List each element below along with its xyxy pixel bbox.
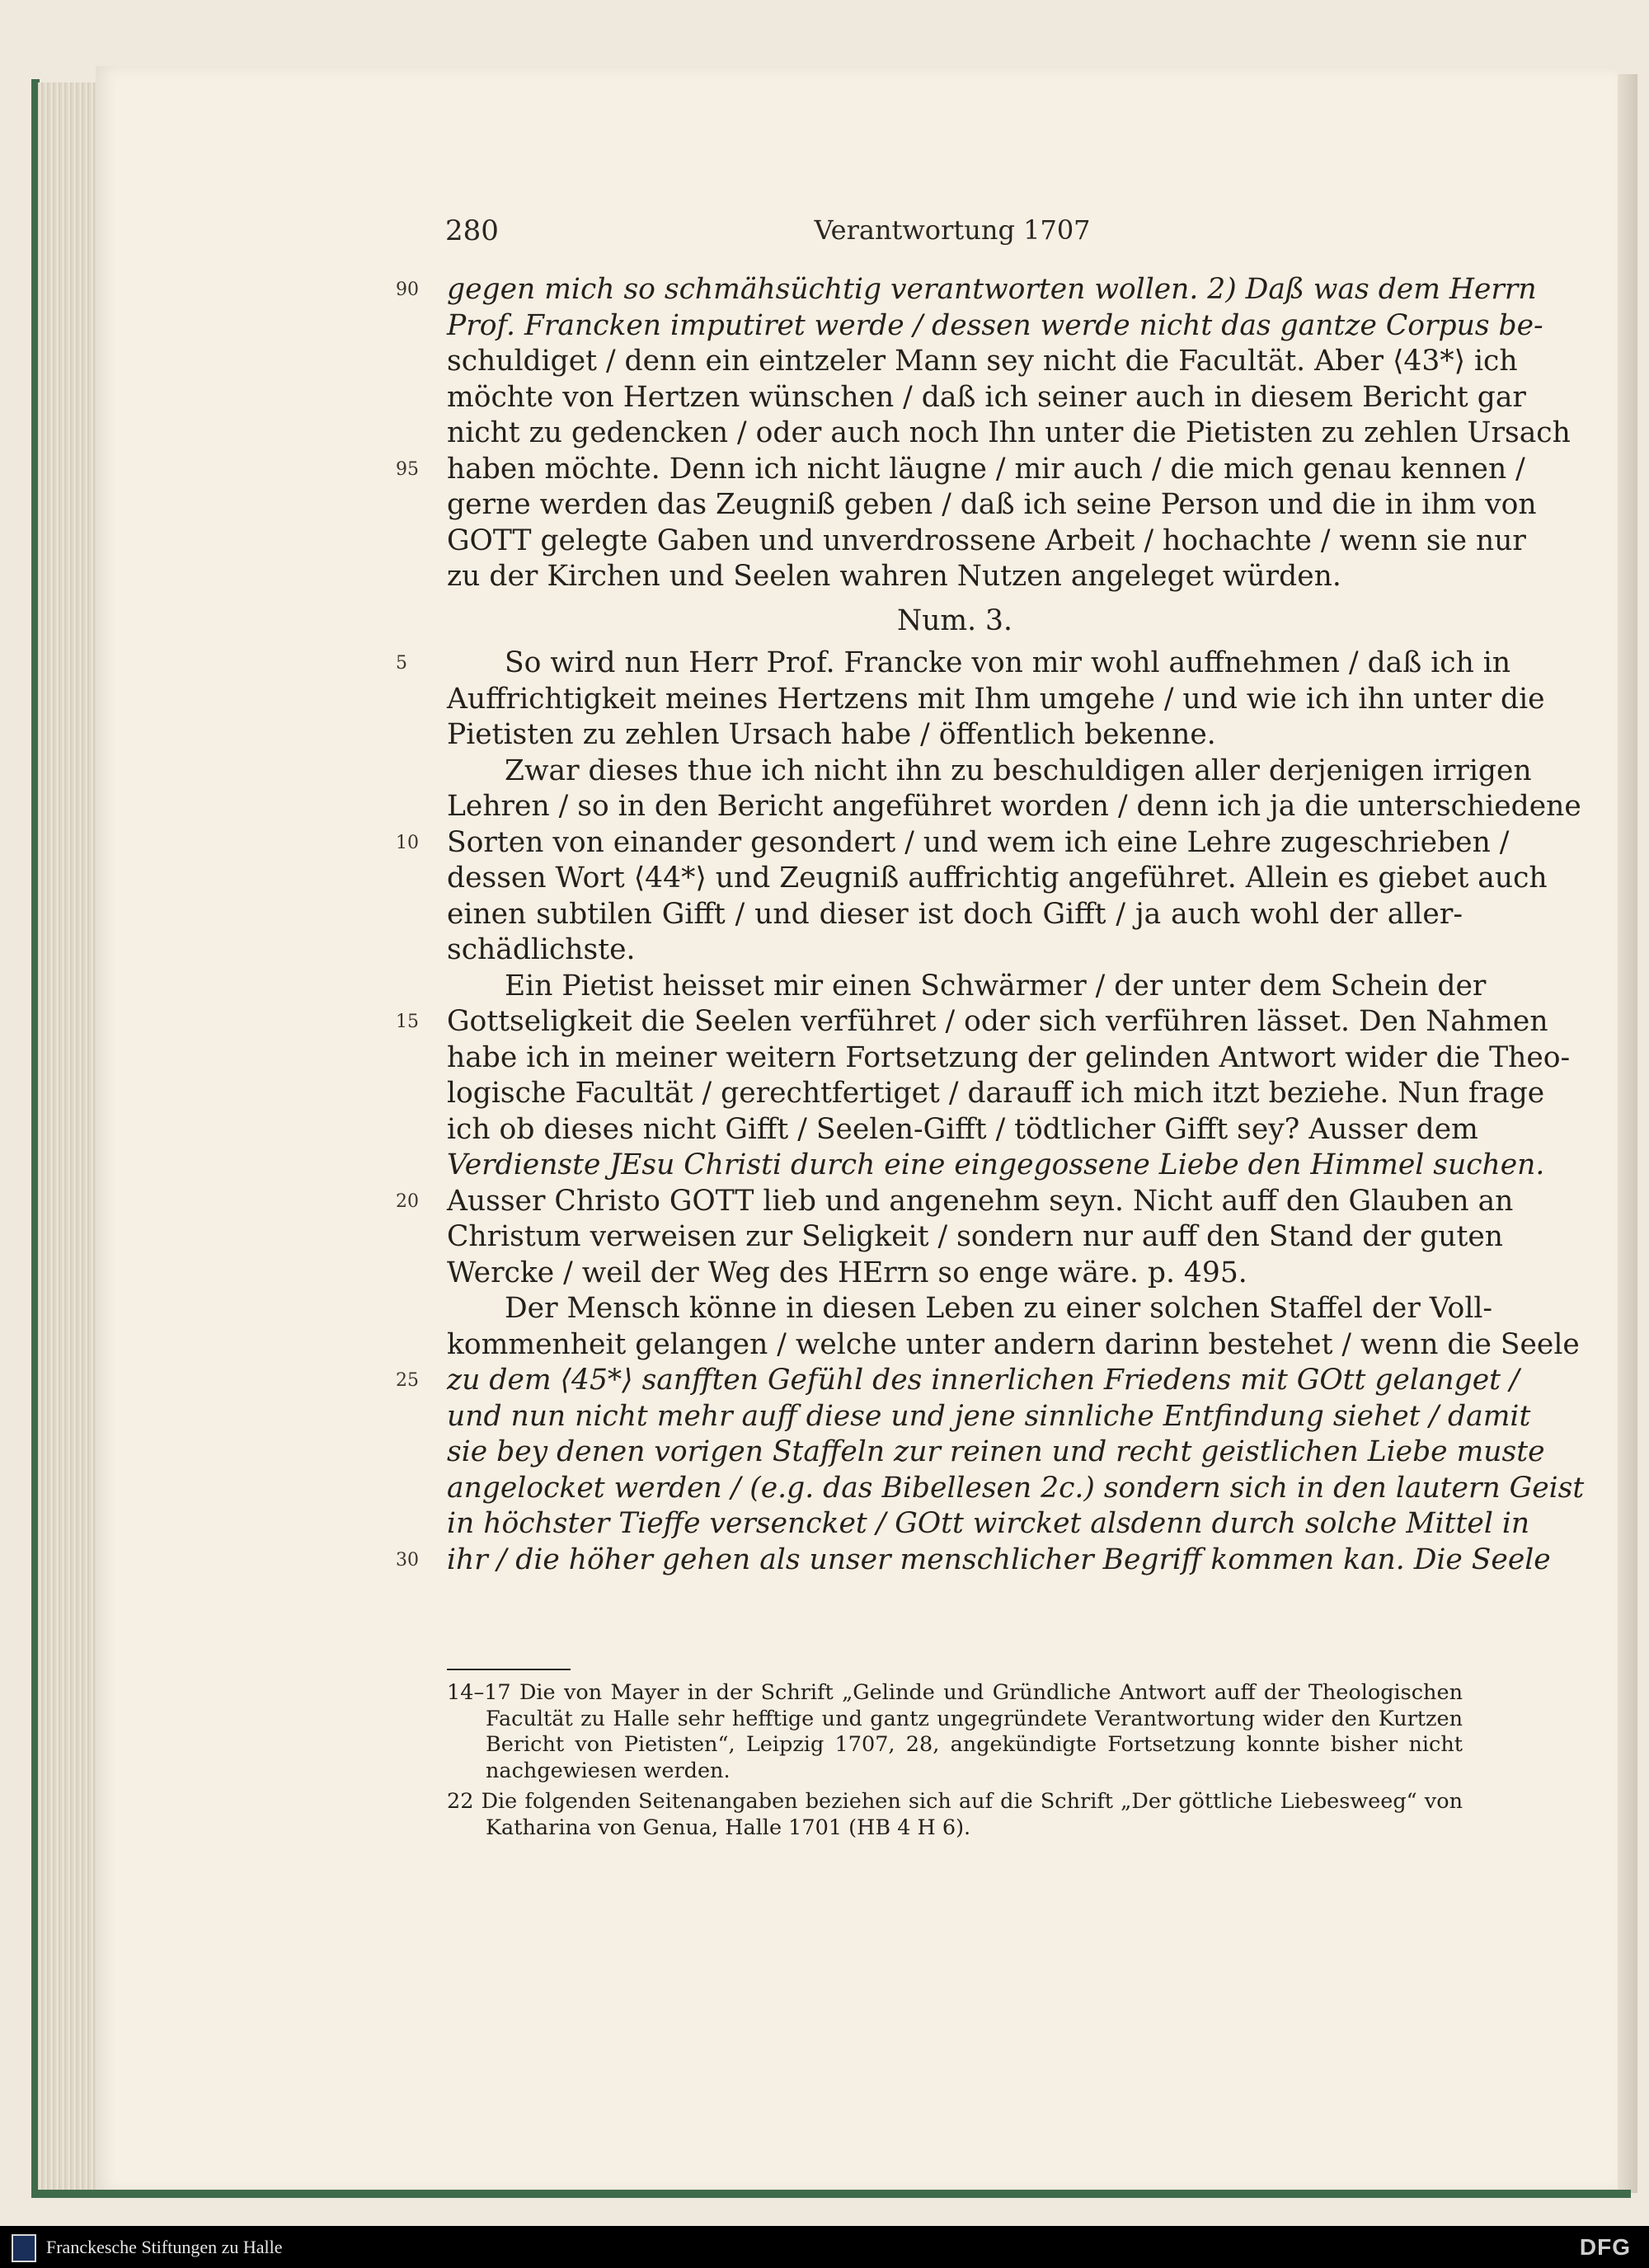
line-number: 25 bbox=[396, 1370, 419, 1391]
text-line: 5 So wird nun Herr Prof. Francke von mir wohl auffnehmen / daß ich in bbox=[447, 646, 1463, 682]
footnotes bbox=[447, 1680, 1463, 1841]
text-line: einen subtilen Gifft / und dieser ist doch Gifft / ja auch wohl der aller- bbox=[447, 897, 1463, 931]
text-line: habe ich in meiner weitern Fortsetzung der gelinden Antwort wider die Theo- bbox=[447, 1040, 1571, 1074]
text-line: 95 haben möchte. Denn ich nicht läugne / mir auch / die mich genau kennen / bbox=[447, 452, 1463, 488]
dfg-logo[interactable]: DFG bbox=[1579, 2234, 1631, 2260]
text-line: 90 gegen mich so schmähsüchtig verantworten wollen. 2) Daß was dem Herrn bbox=[447, 272, 1463, 308]
text-line: Der Mensch könne in diesen Leben zu einer solchen Staffel der Voll- bbox=[505, 1292, 1493, 1325]
text-line: schuldiget / denn ein eintzeler Mann sey nicht die Facultät. Aber ⟨43*⟩ ich bbox=[447, 345, 1518, 378]
text-line: Prof. Francken imputiret werde / dessen werde nicht das gantze Corpus be- bbox=[447, 308, 1543, 342]
line-number: 15 bbox=[396, 1012, 419, 1032]
line-number: 20 bbox=[396, 1190, 419, 1212]
text-line: 10 Sorten von einander gesondert / und wem ich eine Lehre zugeschrieben / bbox=[447, 825, 1463, 862]
text-line: sie bey denen vorigen Staffeln zur reinen und recht geistlichen Liebe muste bbox=[447, 1435, 1545, 1468]
main-text bbox=[396, 272, 1585, 1578]
footnote-line: 22 Die folgenden Seitenangaben beziehen sich auf die Schrift „Der göttliche Liebesweeg“ von bbox=[447, 1789, 1463, 1814]
francke-foundation-logo-icon[interactable] bbox=[12, 2234, 36, 2262]
footnote-rule bbox=[447, 1669, 571, 1670]
book-cover-bottom-edge bbox=[31, 2190, 1631, 2198]
institution-label[interactable]: Franckesche Stiftungen zu Halle bbox=[46, 2237, 283, 2257]
text-line: logische Facultät / gerechtfertiget / darauff ich mich itzt beziehe. Nun frage bbox=[447, 1077, 1545, 1110]
running-head bbox=[445, 214, 1459, 247]
text-line: angelocket werden / (e.g. das Bibellesen 2c.) sondern sich in den lautern Geist bbox=[447, 1471, 1585, 1505]
footnote-line: 14–17 Die von Mayer in der Schrift „Gelinde und Gründliche Antwort auff der Theologischen bbox=[447, 1680, 1463, 1705]
text-line: Ein Pietist heisset mir einen Schwärmer / der unter dem Schein der bbox=[505, 969, 1487, 1003]
page-gutter bbox=[1618, 74, 1637, 2193]
footnote-line: nachgewiesen werden. bbox=[486, 1758, 731, 1783]
line-number: 95 bbox=[396, 458, 419, 480]
footnote-line: Facultät zu Halle sehr hefftige und gantz ungegründete Verantwortung wider den Kurtzen bbox=[486, 1706, 1463, 1731]
text-line: 20 Ausser Christo GOTT lieb und angenehm seyn. Nicht auff den Glauben an bbox=[447, 1184, 1463, 1220]
footnote-line: Bericht von Pietisten“, Leipzig 1707, 28, angekündigte Fortsetzung konnte bisher nicht bbox=[486, 1732, 1463, 1757]
text-line: gerne werden das Zeugniß geben / daß ich seine Person und die in ihm von bbox=[447, 488, 1537, 521]
text-line: Auffrichtigkeit meines Hertzens mit Ihm umgehe / und wie ich ihn unter die bbox=[447, 682, 1545, 716]
text-line: Lehren / so in den Bericht angeführet worden / denn ich ja die unterschiedene bbox=[447, 790, 1581, 823]
text-line: zu der Kirchen und Seelen wahren Nutzen angeleget würden. bbox=[447, 560, 1341, 593]
text-line: Wercke / weil der Weg des HErrn so enge wäre. p. 495. bbox=[447, 1256, 1247, 1289]
text-line: Pietisten zu zehlen Ursach habe / öffentlich bekenne. bbox=[447, 718, 1216, 751]
footnote-line: Katharina von Genua, Halle 1701 (HB 4 H 6). bbox=[486, 1815, 971, 1840]
line-number: 10 bbox=[396, 832, 419, 853]
page-number: 280 bbox=[445, 214, 499, 247]
section-heading: Num. 3. bbox=[897, 603, 1012, 637]
running-title: Verantwortung 1707 bbox=[814, 214, 1091, 246]
line-number: 5 bbox=[396, 653, 407, 674]
text-line: Christum verweisen zur Seligkeit / sondern nur auff den Stand der guten bbox=[447, 1220, 1503, 1253]
text-line: nicht zu gedencken / oder auch noch Ihn unter die Pietisten zu zehlen Ursach bbox=[447, 416, 1571, 449]
text-line: GOTT gelegte Gaben und unverdrossene Arbeit / hochachte / wenn sie nur bbox=[447, 524, 1526, 557]
text-line: und nun nicht mehr auff diese und jene sinnliche Entfindung siehet / damit bbox=[447, 1399, 1531, 1433]
text-line: Verdienste JEsu Christi durch eine eingegossene Liebe den Himmel suchen. bbox=[447, 1148, 1545, 1181]
text-line: in höchster Tieffe versencket / GOtt wircket alsdenn durch solche Mittel in bbox=[447, 1507, 1530, 1540]
text-line: schädlichste. bbox=[447, 933, 636, 966]
text-line: 15 Gottseligkeit die Seelen verführet / oder sich verführen lässet. Den Nahmen bbox=[447, 1004, 1463, 1040]
text-line: möchte von Hertzen wünschen / daß ich seiner auch in diesem Bericht gar bbox=[447, 380, 1526, 414]
text-line: ich ob dieses nicht Gifft / Seelen-Gifft / tödtlicher Gifft sey? Ausser dem bbox=[447, 1112, 1478, 1146]
text-line: dessen Wort ⟨44*⟩ und Zeugniß auffrichtig angeführet. Allein es giebet auch bbox=[447, 862, 1548, 895]
text-line: Zwar dieses thue ich nicht ihn zu beschuldigen aller derjenigen irrigen bbox=[505, 754, 1532, 787]
text-line: 25 zu dem ⟨45*⟩ sanfften Gefühl des innerlichen Friedens mit GOtt gelanget / bbox=[447, 1363, 1463, 1399]
page-edges bbox=[38, 82, 96, 2193]
line-number: 30 bbox=[396, 1549, 419, 1571]
text-line: 30 ihr / die höher gehen als unser menschlicher Begriff kommen kan. Die Seele bbox=[447, 1543, 1463, 1579]
text-line: kommenheit gelangen / welche unter andern darinn bestehet / wenn die Seele bbox=[447, 1327, 1580, 1361]
line-number: 90 bbox=[396, 279, 419, 300]
